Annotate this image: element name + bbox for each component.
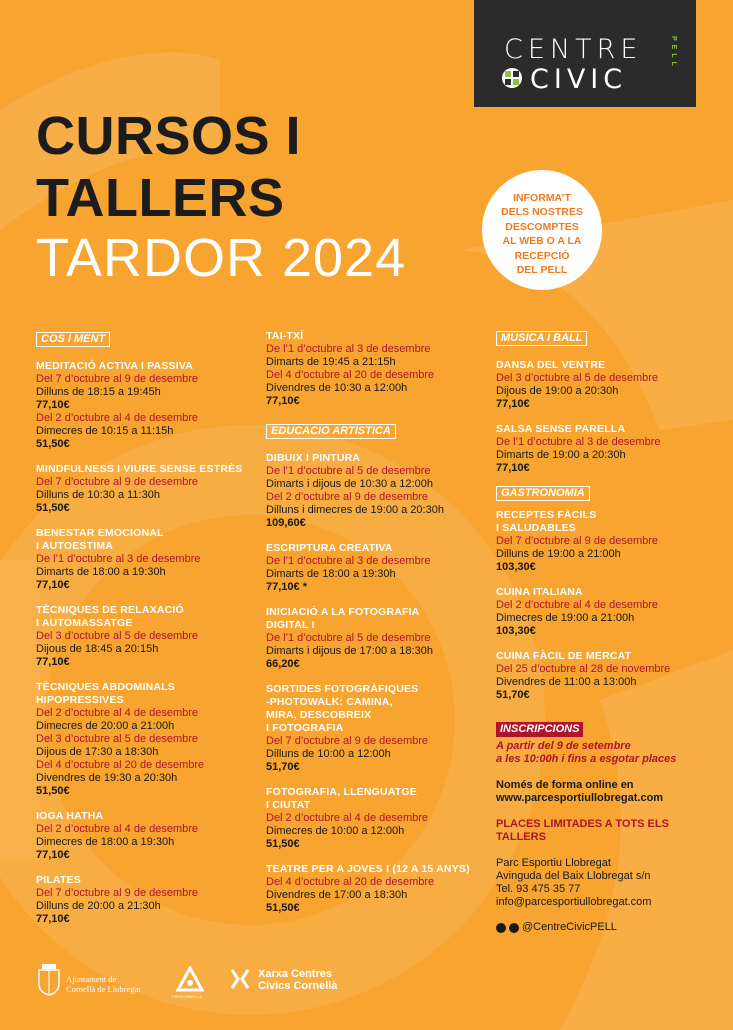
course-title: TEATRE PER A JOVES I (12 A 15 ANYS) xyxy=(266,863,470,875)
xarxa-text xyxy=(258,968,337,992)
course-title: BENESTAR EMOCIONAL xyxy=(36,527,164,539)
inscripcions-date xyxy=(496,740,706,766)
course-dates: De l’1 d’octubre al 5 de desembre xyxy=(266,632,431,644)
inscripcions-line: a les 10:00h i fins a esgotar places xyxy=(496,753,677,765)
course-title: TAI-TXÍ xyxy=(266,330,304,342)
course-schedule: Dimarts de 19:45 a 21:15h xyxy=(266,356,396,368)
logo-line1: CENTRE xyxy=(504,34,643,65)
course-dates: Del 2 d’octubre al 4 de desembre xyxy=(496,599,659,611)
course-item xyxy=(36,874,246,926)
course-schedule: Dijous de 19:00 a 20:30h xyxy=(496,385,619,397)
course-price: 51,50€ xyxy=(36,502,70,514)
course-item xyxy=(266,863,480,915)
course-schedule: Dimarts de 19:00 a 20:30h xyxy=(496,449,626,461)
globe-icon xyxy=(500,66,524,90)
course-title: TÈCNIQUES ABDOMINALS xyxy=(36,681,175,693)
course-item xyxy=(266,606,480,671)
course-title: I AUTOESTIMA xyxy=(36,540,114,552)
course-title: DIBUIX I PINTURA xyxy=(266,452,361,464)
course-price: 51,50€ xyxy=(36,438,70,450)
address-line: Avinguda del Baix Llobregat s/n xyxy=(496,870,651,882)
course-schedule: Divendres de 10:30 a 12:00h xyxy=(266,382,408,394)
section-gastronomia: GASTRONOMIA xyxy=(496,486,590,501)
course-title: ESCRIPTURA CREATIVA xyxy=(266,542,393,554)
course-item xyxy=(496,359,706,411)
course-schedule: Dilluns de 10:30 a 11:30h xyxy=(36,489,160,501)
course-price: 77,10€ xyxy=(36,656,70,668)
course-item xyxy=(36,604,246,669)
social-text: @CentreCivicPELL xyxy=(522,921,617,933)
centre-civic-logo xyxy=(474,0,696,107)
course-price: 77,10€ xyxy=(496,398,530,410)
course-dates: Del 4 d’octubre al 20 de desembre xyxy=(266,876,435,888)
course-item xyxy=(36,463,246,515)
course-dates: Del 2 d’octubre al 9 de desembre xyxy=(266,491,429,503)
course-dates: Del 2 d’octubre al 4 de desembre xyxy=(36,707,199,719)
website-link[interactable]: www.parcesportiullobregat.com xyxy=(496,792,664,804)
course-title: -PHOTOWALK: CAMINA, xyxy=(266,696,393,708)
course-price: 77,10€ xyxy=(36,399,70,411)
inscripcions-line: A partir del 9 de setembre xyxy=(496,740,631,752)
course-price: 77,10€ xyxy=(36,913,70,925)
course-dates: De l’1 d’octubre al 3 de desembre xyxy=(496,436,661,448)
course-item xyxy=(496,423,706,475)
course-title: I SALUDABLES xyxy=(496,522,576,534)
inscripcions-badge: INSCRIPCIONS xyxy=(496,722,583,737)
course-dates: Del 7 d’octubre al 9 de desembre xyxy=(36,887,199,899)
ajuntament-crest-icon xyxy=(36,962,62,996)
title-line1: CURSOS I xyxy=(36,106,302,166)
column-3 xyxy=(496,331,706,934)
procornella-text: PROCORNELLÀ xyxy=(172,994,203,999)
section-cos-i-ment: COS I MENT xyxy=(36,332,110,347)
course-title: FOTOGRAFIA, LLENGUATGE xyxy=(266,786,418,798)
course-price: 77,10€ xyxy=(36,849,70,861)
course-price: 51,50€ xyxy=(266,838,300,850)
logo-side: PELL xyxy=(670,36,677,70)
xarxa-line: Cívics Cornellà xyxy=(258,980,338,992)
facebook-icon xyxy=(496,923,506,933)
course-item xyxy=(36,527,246,592)
course-schedule: Divendres de 11:00 a 13:00h xyxy=(496,676,637,688)
course-schedule: Divendres de 19:30 a 20:30h xyxy=(36,772,178,784)
course-item xyxy=(266,786,480,851)
course-title: MIRA, DESCOBREIX xyxy=(266,709,372,721)
course-list xyxy=(496,359,706,475)
column-2 xyxy=(266,330,480,927)
course-dates: Del 2 d’octubre al 4 de desembre xyxy=(36,823,199,835)
note-line: DELS NOSTRES xyxy=(501,206,583,218)
course-dates: Del 7 d’octubre al 9 de desembre xyxy=(36,476,199,488)
footer-logos xyxy=(36,962,456,1002)
note-line: RECEPCIÓ xyxy=(514,249,570,262)
course-dates: Del 7 d’octubre al 9 de desembre xyxy=(36,373,199,385)
note-line: DESCOMPTES xyxy=(505,220,579,233)
course-item xyxy=(496,650,706,702)
course-title: I CIUTAT xyxy=(266,799,311,811)
course-price: 51,50€ xyxy=(266,902,300,914)
logo-line2: CIVIC xyxy=(530,64,628,95)
course-price: 77,10€ xyxy=(36,579,70,591)
course-title: I AUTOMASSATGE xyxy=(36,617,133,629)
course-dates: Del 3 d’octubre al 5 de desembre xyxy=(36,733,199,745)
course-title: IOGA HATHA xyxy=(36,810,104,822)
course-item xyxy=(36,360,246,451)
course-title: INICIACIÓ A LA FOTOGRAFIA xyxy=(266,606,420,618)
course-dates: Del 7 d’octubre al 9 de desembre xyxy=(266,735,429,747)
course-title: RECEPTES FÀCILS xyxy=(496,509,597,521)
course-price: 51,70€ xyxy=(496,689,530,701)
address-block xyxy=(496,857,706,909)
course-price: 51,50€ xyxy=(36,785,70,797)
course-title: PILATES xyxy=(36,874,81,886)
online-line: Només de forma online en xyxy=(496,779,634,791)
ajuntament-line: Ajuntament de xyxy=(66,974,117,984)
course-price: 77,10€ xyxy=(266,395,300,407)
section-musica-i-ball: MÚSICA I BALL xyxy=(496,331,587,346)
course-title: HIPOPRESSIVES xyxy=(36,694,124,706)
note-line: INFORMA’T xyxy=(513,191,571,204)
course-list xyxy=(266,452,480,915)
ajuntament-line: Cornellà de Llobregat xyxy=(66,984,141,994)
ajuntament-text xyxy=(66,974,141,994)
course-dates: Del 4 d’octubre al 20 de desembre xyxy=(36,759,205,771)
course-dates: Del 25 d’octubre al 28 de novembre xyxy=(496,663,671,675)
column-1 xyxy=(36,332,246,938)
course-schedule: Dilluns de 10:00 a 12:00h xyxy=(266,748,391,760)
xarxa-x-icon xyxy=(230,968,250,990)
course-schedule: Dilluns de 20:00 a 21:30h xyxy=(36,900,161,912)
course-dates: Del 3 d’octubre al 5 de desembre xyxy=(496,372,659,384)
course-item xyxy=(266,683,480,774)
course-schedule: Dijous de 18:45 a 20:15h xyxy=(36,643,159,655)
course-title: DANSA DEL VENTRE xyxy=(496,359,606,371)
course-list xyxy=(496,509,706,702)
email-link[interactable]: info@parcesportiullobregat.com xyxy=(496,896,652,908)
course-title: SALSA SENSE PARELLA xyxy=(496,423,626,435)
section-educacio-artistica: EDUCACIÓ ARTÍSTICA xyxy=(266,424,396,439)
xarxa-line: Xarxa Centres xyxy=(258,968,332,980)
places-limitades: PLACES LIMITADES A TOTS ELS TALLERS xyxy=(496,818,669,843)
course-dates: Del 3 d’octubre al 5 de desembre xyxy=(36,630,199,642)
course-title: CUINA FÀCIL DE MERCAT xyxy=(496,650,632,662)
course-dates: Del 7 d’octubre al 9 de desembre xyxy=(496,535,659,547)
social-handle[interactable] xyxy=(496,921,706,934)
course-dates: De l’1 d’octubre al 5 de desembre xyxy=(266,465,431,477)
course-dates: De l’1 d’octubre al 3 de desembre xyxy=(266,555,431,567)
course-price: 103,30€ xyxy=(496,625,536,637)
course-price: 109,60€ xyxy=(266,517,306,529)
course-schedule: Dilluns de 19:00 a 21:00h xyxy=(496,548,621,560)
note-line: DEL PELL xyxy=(516,264,568,276)
course-schedule: Dimecres de 19:00 a 21:00h xyxy=(496,612,635,624)
course-item xyxy=(266,452,480,530)
note-line: AL WEB O A LA xyxy=(502,235,582,247)
course-item xyxy=(36,681,246,798)
course-dates: De l’1 d’octubre al 3 de desembre xyxy=(266,343,431,355)
course-title: I FOTOGRAFIA xyxy=(266,722,344,734)
course-schedule: Dimecres de 18:00 a 19:30h xyxy=(36,836,175,848)
course-schedule: Dimarts de 18:00 a 19:30h xyxy=(36,566,166,578)
course-price: 77,10€ xyxy=(496,462,530,474)
address-line: Parc Esportiu Llobregat xyxy=(496,857,611,869)
course-schedule: Dimecres de 10:15 a 11:15h xyxy=(36,425,174,437)
course-dates: Del 2 d’octubre al 4 de desembre xyxy=(266,812,429,824)
course-title: TÈCNIQUES DE RELAXACIÓ xyxy=(36,604,184,616)
course-title: DIGITAL I xyxy=(266,619,315,631)
phone: Tel. 93 475 35 77 xyxy=(496,883,581,895)
course-title: MEDITACIÓ ACTIVA I PASSIVA xyxy=(36,360,194,372)
course-schedule: Dijous de 17:30 a 18:30h xyxy=(36,746,159,758)
course-item xyxy=(496,509,706,574)
course-schedule: Dilluns de 18:15 a 19:45h xyxy=(36,386,161,398)
title-line3: TARDOR 2024 xyxy=(36,228,407,288)
course-schedule: Dimecres de 20:00 a 21:00h xyxy=(36,720,175,732)
course-schedule: Dilluns i dimecres de 19:00 a 20:30h xyxy=(266,504,444,516)
course-dates: Del 2 d’octubre al 4 de desembre xyxy=(36,412,199,424)
course-list xyxy=(36,360,246,926)
course-schedule: Dimecres de 10:00 a 12:00h xyxy=(266,825,405,837)
course-schedule: Divendres de 17:00 a 18:30h xyxy=(266,889,408,901)
online-info xyxy=(496,779,706,805)
title-line2: TALLERS xyxy=(36,168,285,228)
course-schedule: Dimarts de 18:00 a 19:30h xyxy=(266,568,396,580)
course-list xyxy=(266,330,480,408)
procornella-logo-icon xyxy=(176,966,204,994)
course-item xyxy=(266,542,480,594)
course-dates: De l’1 d’octubre al 3 de desembre xyxy=(36,553,201,565)
course-price: 103,30€ xyxy=(496,561,536,573)
course-schedule: Dimarts i dijous de 17:00 a 18:30h xyxy=(266,645,433,657)
course-item xyxy=(266,330,480,408)
twitter-icon xyxy=(509,923,519,933)
course-title: SORTIDES FOTOGRÀFIQUES xyxy=(266,683,419,695)
course-item xyxy=(36,810,246,862)
course-title: MINDFULNESS I VIURE SENSE ESTRÈS xyxy=(36,463,243,475)
course-title: CUINA ITALIANA xyxy=(496,586,583,598)
course-item xyxy=(496,586,706,638)
course-price: 51,70€ xyxy=(266,761,300,773)
course-price: 66,20€ xyxy=(266,658,300,670)
course-price: 77,10€ * xyxy=(266,581,307,593)
course-dates: Del 4 d’octubre al 20 de desembre xyxy=(266,369,435,381)
course-schedule: Dimarts i dijous de 10:30 a 12:00h xyxy=(266,478,433,490)
discount-note xyxy=(482,170,602,290)
